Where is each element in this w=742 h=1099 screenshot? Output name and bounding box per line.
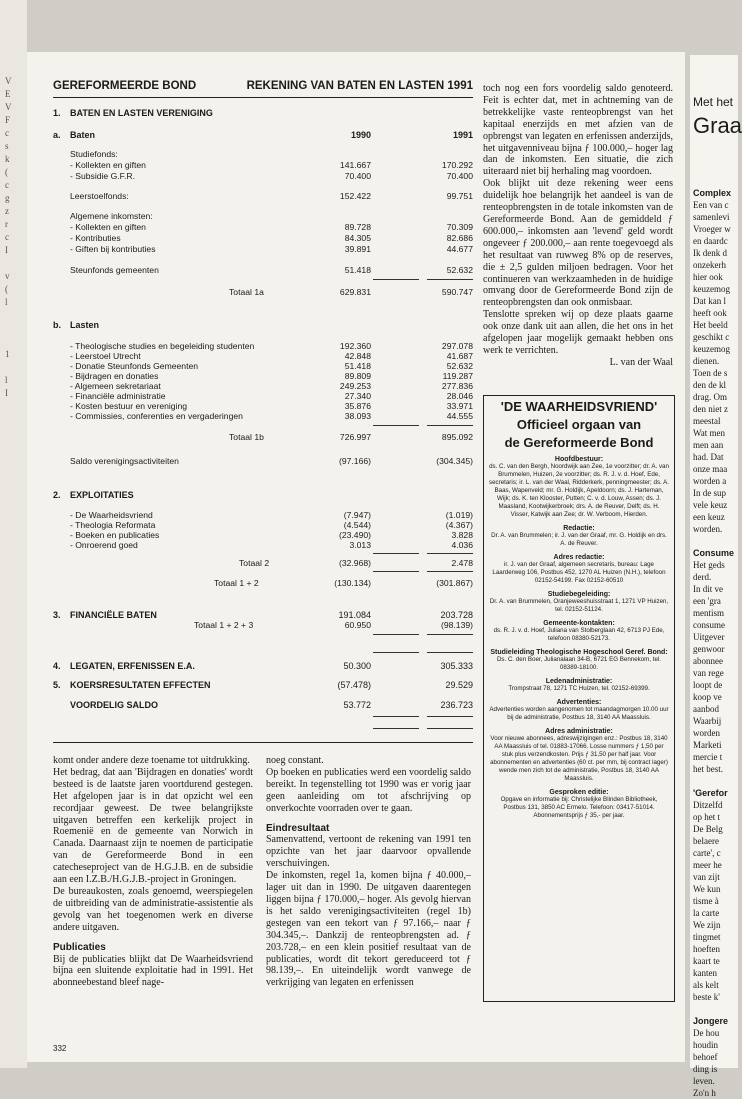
adjacent-page-line: geschikt c: [693, 332, 730, 342]
adjacent-page-line: We zijn: [693, 920, 721, 930]
adjacent-page-line: la carte: [693, 908, 720, 918]
table-row: [53, 191, 473, 202]
colophon-heading: Studiebegeleiding:: [547, 591, 611, 598]
subtotal-rule: [373, 716, 419, 717]
value-1991: 895.092: [441, 432, 473, 442]
margin-char: E: [5, 89, 11, 99]
adjacent-page-text: [693, 187, 734, 1099]
colophon-title: 'DE WAARHEIDSVRIEND': [500, 399, 658, 414]
table-row: [53, 222, 473, 233]
adjacent-page-line: loopt de: [693, 680, 723, 690]
margin-char: (: [5, 167, 8, 177]
adjacent-page-line: worden a: [693, 476, 727, 486]
adjacent-page-line: Complex: [693, 188, 732, 198]
colophon-heading: Hoofdbestuur:: [554, 456, 604, 463]
value-1991: 52.632: [446, 361, 473, 371]
adjacent-page-line: mercie t: [693, 752, 723, 762]
adjacent-page-line: Uitgever: [693, 632, 725, 642]
adjacent-page-line: derd.: [693, 572, 712, 582]
colophon-text: Trompstraat 78, 1271 TC Huizen, tel. 02152-69399.: [508, 685, 650, 692]
margin-char: s: [5, 141, 9, 151]
value-1990: (57.478): [337, 680, 371, 690]
total-row: [53, 558, 473, 569]
value-1990: (7.947): [343, 510, 371, 520]
row-label: - Financiële administratie: [70, 391, 166, 401]
article-column-1: [53, 755, 253, 989]
value-1991: 33.971: [446, 401, 473, 411]
table-row: [53, 411, 473, 422]
row-label: - Theologia Reformata: [70, 520, 156, 530]
value-1991: 590.747: [441, 287, 473, 297]
value-1991: (304.345): [436, 456, 473, 466]
adjacent-page-line: Waarbij: [693, 716, 722, 726]
section-number: 5.: [53, 680, 61, 690]
section-5-row: [53, 680, 473, 691]
value-1991: 28.046: [446, 391, 473, 401]
adjacent-page-line: [693, 1003, 734, 1015]
adjacent-page-line: In dit ve: [693, 584, 723, 594]
colophon-text: Advertenties worden aangenomen tot maandagmorgen 10.00 uur bij de administratie, Postbus 18, 3140 AA Maassluis.: [489, 706, 669, 721]
row-label: - Giften bij kontributies: [70, 244, 156, 254]
adjacent-page-line: leven.: [693, 1076, 715, 1086]
row-label: - Theologische studies en begeleiding studenten: [70, 341, 255, 351]
subtotal-rule: [427, 425, 473, 426]
adjacent-page-line: De hou: [693, 1028, 720, 1038]
value-1990: 249.253: [339, 381, 371, 391]
value-1990: (32.968): [338, 558, 371, 568]
total-row: [53, 620, 473, 631]
value-1991: (1.019): [445, 510, 473, 520]
baten-row: [53, 130, 473, 141]
subtotal-rule: [427, 728, 473, 729]
value-1991: 44.677: [446, 244, 473, 254]
section-4-row: [53, 661, 473, 672]
adjacent-page-line: houdin: [693, 1040, 719, 1050]
value-1990: 89.728: [344, 222, 371, 232]
margin-char: r: [5, 219, 8, 229]
article-column-2: [266, 755, 471, 989]
adjacent-page-line: en daardc: [693, 236, 728, 246]
adjacent-page-line: Vroeger w: [693, 224, 731, 234]
adjacent-page-line: men aan: [693, 440, 724, 450]
table-row: [53, 244, 473, 255]
margin-char: I: [5, 388, 8, 398]
adjacent-page-line: van rege: [693, 668, 724, 678]
value-1990: (97.166): [338, 456, 371, 466]
voordelig-saldo-row: [53, 700, 473, 711]
subtotal-rule: [373, 728, 419, 729]
margin-char: [5, 361, 21, 374]
value-1990: 42.848: [344, 351, 371, 361]
adjacent-page-line: Jongere: [693, 1016, 729, 1026]
value-1990: 35.876: [344, 401, 371, 411]
adjacent-page-line: dienen.: [693, 356, 720, 366]
section-title: Baten: [70, 130, 96, 140]
section-title: VOORDELIG SALDO: [70, 700, 159, 710]
row-label: Totaal 1 + 2: [214, 578, 259, 588]
row-label: - Kollekten en giften: [70, 222, 146, 232]
value-1991: 297.078: [441, 341, 473, 351]
value-1990: (23.490): [338, 530, 371, 540]
margin-char: V: [5, 102, 12, 112]
row-label: - Leerstoel Utrecht: [70, 351, 141, 361]
adjacent-page-line: keuzemog: [693, 344, 730, 354]
adjacent-page-line: aanbod: [693, 704, 719, 714]
adjacent-page-line: Ik denk d: [693, 248, 727, 258]
subtotal-rule: [373, 279, 419, 280]
value-1990: 60.950: [344, 620, 371, 630]
value-1991: 170.292: [441, 160, 473, 170]
row-label: Totaal 2: [239, 558, 270, 568]
value-1990: 726.997: [339, 432, 371, 442]
adjacent-page-line: We kun: [693, 884, 721, 894]
margin-char: [5, 309, 21, 322]
value-1990: (130.134): [334, 578, 371, 588]
margin-char: [5, 322, 21, 335]
margin-char: c: [5, 128, 9, 138]
value-1990: 53.772: [343, 700, 371, 710]
section-1-row: [53, 108, 473, 119]
value-1991: 29.529: [445, 680, 473, 690]
adjacent-page-line: [693, 535, 734, 547]
colophon-subtitle: Officieel orgaan van: [516, 417, 642, 432]
colophon-text: ds. C. van den Bergh, Noordwijk aan Zee, 1e voorzitter; dr. A. van Brummelen, Huizen, 2e voorzitter; ds. R. J. v. d. Hoef, Ede, secretaris; ir. L. van der Waal, Ridderkerk, penningmeester; ds. A. Baas, Wapenveld; mr. G. Holdijk, Apeldoorn; ds. J. Harteman, Wijk; ds. K. ten Klooster, Putten; C. v. d. Louw, Assen; ds. J. Maasland, Kootwijkerbroek; drs. A. de Reuver, Delft; ds. H. Visser, Katwijk aan Zee; dr. W. Verboom, Hierden.: [489, 463, 669, 518]
subtotal-rule: [373, 553, 419, 554]
value-1991: 277.836: [441, 381, 473, 391]
paragraph: noeg constant.: [266, 755, 324, 766]
table-row: [53, 265, 473, 276]
adjacent-page-line: op het t: [693, 812, 720, 822]
row-label: Totaal 1 + 2 + 3: [194, 620, 254, 630]
left-margin-text: [5, 75, 21, 400]
colophon-heading: Gemeente-kontakten:: [543, 620, 615, 627]
table-row: [53, 149, 473, 160]
row-label: - Kollekten en giften: [70, 160, 146, 170]
subtotal-rule: [373, 425, 419, 426]
margin-char: c: [5, 180, 9, 190]
section-2-row: [53, 490, 473, 501]
adjacent-page-line: Het beeld: [693, 320, 728, 330]
adjacent-page-line: Ditzelfd: [693, 800, 723, 810]
table-row: [53, 211, 473, 222]
colophon-text: ds. R. J. v. d. Hoef, Juliana van Stolberglaan 42, 6713 PJ Ede, telefoon 08380-52173.: [493, 627, 665, 642]
section-title: FINANCIËLE BATEN: [70, 610, 157, 620]
adjacent-page-line: den niet z: [693, 404, 728, 414]
colophon-text: Ds. C. den Boer, Julianalaan 34-B, 6721 EG Bennekom, tel. 08389-18100.: [496, 656, 662, 671]
subheading: Publicaties: [53, 941, 106, 953]
column-year-1990: 1990: [350, 130, 371, 140]
value-1990: 38.093: [344, 411, 371, 421]
table-row: [53, 233, 473, 244]
margin-char: I: [5, 245, 8, 255]
row-label: - De Waarheidsvriend: [70, 510, 153, 520]
adjacent-page-title: Met het: [693, 95, 734, 109]
colophon-heading: Redactie:: [563, 525, 595, 532]
margin-char: [5, 335, 21, 348]
adjacent-page-line: consume: [693, 620, 725, 630]
section-number: 3.: [53, 610, 61, 620]
colophon-subtitle: de Gereformeerde Bond: [504, 435, 654, 450]
section-title: LEGATEN, ERFENISSEN E.A.: [70, 661, 195, 671]
adjacent-page-line: genwoor: [693, 644, 725, 654]
colophon-heading: Gesproken editie:: [549, 789, 609, 796]
row-label: - Algemeen sekretariaat: [70, 381, 161, 391]
margin-char: z: [5, 206, 9, 216]
row-label: - Boeken en publicaties: [70, 530, 160, 540]
table-header-right: REKENING VAN BATEN EN LASTEN 1991: [246, 80, 473, 92]
adjacent-page-line: Toen de s: [693, 368, 728, 378]
adjacent-page-line: onzekerh: [693, 260, 726, 270]
margin-char: l: [5, 297, 8, 307]
section-number: a.: [53, 130, 61, 140]
adjacent-page-line: Consume: [693, 548, 735, 558]
adjacent-page: [690, 55, 742, 1098]
colophon-text: Dr. A. van Brummelen, Oranjeweeshuisstraat 1, 1271 VP Huizen, tel. 02152-51124.: [489, 598, 669, 613]
margin-char: F: [5, 115, 11, 125]
margin-char: k: [5, 154, 10, 164]
row-label: Totaal 1a: [229, 287, 264, 297]
row-label: Leerstoelfonds:: [70, 191, 129, 201]
row-label: - Onroerend goed: [70, 540, 138, 550]
adjacent-page-line: kanten: [693, 968, 717, 978]
section-title: EXPLOITATIES: [70, 490, 134, 500]
colophon-text: Voor nieuwe abonnees, adreswijzigingen enz.: Postbus 18, 3140 AA Maassluis of tel. 01883-17066. Losse nummers ƒ 1,50 per stuk plus verzendkosten. Prijs ƒ 31,50 per half jaar. Voor abonnementen en advertenties (60 ct. per mm, bij contract lager) wende men zich tot de administratie, Postbus 18, 3140 AA Maassluis.: [490, 735, 668, 782]
adjacent-page-headline: Graa: [693, 113, 742, 138]
margin-char: [5, 257, 21, 270]
adjacent-page-line: ding is: [693, 1064, 718, 1074]
colophon-text: Dr. A. van Brummelen; ir. J. van der Graaf, mr. G. Holdijk en drs. A. de Reuver.: [491, 532, 667, 547]
value-1991: 44.555: [446, 411, 473, 421]
section-title: Lasten: [70, 320, 100, 330]
value-1991: 236.723: [440, 700, 473, 710]
margin-char: 1: [5, 349, 10, 359]
colophon-heading: Adres administratie:: [545, 728, 613, 735]
signature: L. van der Waal: [609, 356, 673, 368]
paragraph: De bureaukosten, zoals genoemd, weerspiegelen de uitbreiding van de administratie-assistentie als gevolg van het toegenomen werk en diverse andere uitgaven.: [53, 885, 253, 933]
value-1990: 51.418: [344, 361, 371, 371]
margin-char: g: [5, 193, 10, 203]
article-right-column: [483, 83, 673, 369]
margin-char: V: [5, 76, 12, 86]
lasten-row: [53, 320, 473, 331]
adjacent-page-line: worden.: [693, 524, 723, 534]
value-1991: 70.400: [446, 171, 473, 181]
colophon-heading: Ledenadministratie:: [545, 678, 613, 685]
subtotal-rule: [427, 553, 473, 554]
value-1990: 629.831: [339, 287, 371, 297]
adjacent-page-line: meestal: [693, 416, 721, 426]
subtotal-rule: [373, 652, 419, 653]
value-1991: (98.139): [440, 620, 473, 630]
value-1991: 70.309: [446, 222, 473, 232]
adjacent-page-line: van zijt: [693, 872, 720, 882]
adjacent-page-line: als kelt: [693, 980, 719, 990]
total-row: [53, 432, 473, 443]
value-1991: 82.686: [446, 233, 473, 243]
section-number: 1.: [53, 108, 61, 118]
table-row: [53, 456, 473, 467]
adjacent-page-line: mentism: [693, 608, 724, 618]
paragraph: toch nog een fors voordelig saldo genoteerd. Feit is echter dat, met in achtneming van de betrekkelijke vaste renteopbrengst van het kapitaal enerzijds en met afzien van de opbrengst van legaten en erfenissen anderzijds, het uitgavenniveau bijna ƒ 100.000,– hoger lag dan de inkomsten. Een situatie, die zich uiteraard niet bij herhaling mag voordoen.: [483, 83, 673, 178]
adjacent-page-line: belaere: [693, 836, 719, 846]
value-1991: 3.828: [451, 530, 473, 540]
adjacent-page-line: samenlevi: [693, 212, 730, 222]
adjacent-page-line: heeft ook: [693, 308, 727, 318]
total-row: [53, 287, 473, 298]
paragraph: Bij de publicaties blijkt dat De Waarheidsvriend bijna een sluitende exploitatie had in 1991. Het abonneebestand bleef nage-: [53, 953, 253, 989]
adjacent-page-line: meer he: [693, 860, 722, 870]
row-label: - Subsidie G.F.R.: [70, 171, 135, 181]
adjacent-page-line: hoeften: [693, 944, 720, 954]
section-number: 2.: [53, 490, 61, 500]
subtotal-rule: [373, 571, 419, 572]
value-1991: 41.687: [446, 351, 473, 361]
paragraph: komt onder andere deze toename tot uitdrukking.: [53, 755, 250, 766]
paragraph: Op boeken en publicaties werd een voordelig saldo bereikt. In tegenstelling tot 1990 was er vorig jaar geen aanleiding om tot afschrijving op onverkochte voorraden over te gaan.: [266, 766, 471, 814]
adjacent-page-line: onze maa: [693, 464, 728, 474]
adjacent-page-line: Dat kan l: [693, 296, 726, 306]
page-number: 332: [53, 1044, 67, 1053]
value-1990: 152.422: [339, 191, 371, 201]
adjacent-page-line: 'Gerefor: [693, 788, 728, 798]
margin-char: v: [5, 271, 10, 281]
value-1990: 39.891: [344, 244, 371, 254]
row-label: - Commissies, conferenties en vergaderingen: [70, 411, 243, 421]
adjacent-page-line: Zo'n h: [693, 1088, 716, 1098]
value-1990: 27.340: [344, 391, 371, 401]
section-title: BATEN EN LASTEN VERENIGING: [70, 108, 213, 118]
colophon-text: ir. J. van der Graaf, algemeen secretaris, bureau: Lage Laarderweg 106, Postbus 452, 1270 AL Huizen (N.H.), telefoon 02152-54199. Fax 02152-60510: [492, 561, 666, 584]
adjacent-page-line: In de sup: [693, 488, 726, 498]
value-1990: 89.809: [344, 371, 371, 381]
adjacent-page-line: den de kl: [693, 380, 726, 390]
row-label: - Kontributies: [70, 233, 121, 243]
value-1991: 99.751: [446, 191, 473, 201]
adjacent-page-line: carte', c: [693, 848, 721, 858]
section-number: 4.: [53, 661, 61, 671]
adjacent-page-line: kaart te: [693, 956, 720, 966]
table-row: [53, 171, 473, 182]
row-label: Algemene inkomsten:: [70, 211, 153, 221]
section-title: KOERSRESULTATEN EFFECTEN: [70, 680, 211, 690]
row-label: Totaal 1b: [229, 432, 264, 442]
colophon-text: Opgave en informatie bij: Christelijke Blinden Bibliotheek, Postbus 131, 3850 AC Ermelo. Telefoon: 03417-51014. Abonnementsprijs ƒ 35,- per jaar.: [500, 796, 658, 819]
adjacent-page-line: koop ve: [693, 692, 722, 702]
adjacent-page-line: het best.: [693, 764, 723, 774]
value-1990: 51.418: [344, 265, 371, 275]
adjacent-page-line: behoef: [693, 1052, 718, 1062]
row-label: - Donatie Steunfonds Gemeenten: [70, 361, 199, 371]
value-1990: 141.667: [339, 160, 371, 170]
table-bottom-rule: [53, 742, 473, 743]
value-1990: (4.544): [343, 520, 371, 530]
adjacent-page-line: tingmet: [693, 932, 721, 942]
adjacent-page-line: abonnee: [693, 656, 723, 666]
row-label: - Kosten bestuur en vereniging: [70, 401, 188, 411]
value-1990: 3.013: [349, 540, 371, 550]
section-number: b.: [53, 320, 61, 330]
value-1991: 119.287: [442, 371, 473, 381]
table-row: [53, 160, 473, 171]
value-1991: 52.632: [446, 265, 473, 275]
value-1990: 70.400: [344, 171, 371, 181]
adjacent-page-line: tisme à: [693, 896, 719, 906]
adjacent-page-line: een 'gra: [693, 596, 721, 606]
adjacent-page-line: Marketi: [693, 740, 722, 750]
value-1990: 84.305: [344, 233, 371, 243]
table-row: [53, 540, 473, 551]
adjacent-page-line: had. Dat: [693, 452, 724, 462]
column-year-1991: 1991: [452, 130, 473, 140]
row-label: Saldo verenigingsactiviteiten: [70, 456, 179, 466]
paragraph: De inkomsten, regel 1a, komen bijna ƒ 40.000,– lager uit dan in 1990. De uitgaven daarentegen liggen bijna ƒ 170.000,– hoger. Als gevolg hiervan is het saldo verenigingsactiviteiten (regel 1b) gestegen van een tekort van ƒ 97.166,– naar ƒ 304.345,–. Dankzij de renteopbrengsten ad. ƒ 203.728,– en een klein positief resultaat van de publicaties, wordt dit tekort gereduceerd tot ƒ 98.139,–. En uiteindelijk wordt vanwege de verkrijging van legaten en erfenissen: [266, 870, 471, 989]
adjacent-page-line: Een van c: [693, 200, 729, 210]
margin-char: c: [5, 232, 9, 242]
total-row: [53, 578, 473, 589]
adjacent-page-line: een keuz: [693, 512, 725, 522]
paragraph: Ook blijkt uit deze rekening weer eens duidelijk hoe belangrijk het aandeel is van de renteopbrengsten in de totale inkomsten van de Gereformeerde Bond. Aan de gemiddeld ƒ 600.000,– inkomsten aan 'levend' geld wordt ongeveer ƒ 200.000,– aan rente toegevoegd als het resultaat van ruwweg 8% op de reserves, die ± 2,5 gulden miljoen bedragen. Voor het continueren van werkzaamheden in de huidige omvang door de Gereformeerde Bond zijn de renteopbrengsten dan ook onmisbaar.: [483, 178, 673, 309]
margin-char: l: [5, 375, 8, 385]
adjacent-page-line: drag. Om: [693, 392, 727, 402]
value-1991: (301.867): [436, 578, 473, 588]
adjacent-page-line: vele keuz: [693, 500, 728, 510]
adjacent-page-line: worden: [693, 728, 720, 738]
paragraph: Tenslotte spreken wij op deze plaats gaarne ook onze dank uit aan allen, die het ons in het afgelopen jaar mogelijk gemaakt hebben ons werk te verrichten.: [483, 309, 673, 356]
colophon-heading: Advertenties:: [556, 699, 602, 706]
value-1991: 203.728: [440, 610, 473, 620]
value-1991: 4.036: [451, 540, 473, 550]
subtotal-rule: [427, 652, 473, 653]
value-1990: 191.084: [338, 610, 371, 620]
row-label: - Bijdragen en donaties: [70, 371, 159, 381]
adjacent-page-line: hier ook: [693, 272, 723, 282]
paragraph: Samenvattend, vertoont de rekening van 1991 ten opzichte van het jaar daarvoor opvallende verschuivingen.: [266, 834, 471, 870]
value-1991: 2.478: [451, 558, 473, 568]
adjacent-page-line: beste k': [693, 992, 720, 1002]
colophon-heading: Studieleiding Theologische Hogeschool Geref. Bond:: [490, 649, 668, 656]
adjacent-page-line: Wat men: [693, 428, 726, 438]
subtotal-rule: [427, 716, 473, 717]
adjacent-page-line: Het geds: [693, 560, 725, 570]
subheading: Eindresultaat: [266, 822, 330, 834]
subtotal-rule: [427, 279, 473, 280]
value-1990: 192.360: [339, 341, 371, 351]
margin-char: (: [5, 284, 8, 294]
table-header-left: GEREFORMEERDE BOND: [53, 80, 197, 92]
adjacent-page-line: De Belg: [693, 824, 723, 834]
colophon-box: [483, 395, 675, 1002]
subtotal-rule: [427, 634, 473, 635]
row-label: Steunfonds gemeenten: [70, 265, 159, 275]
adjacent-page-line: [693, 775, 734, 787]
colophon-heading: Adres redactie:: [553, 554, 605, 561]
value-1991: (4.367): [445, 520, 473, 530]
adjacent-page-line: keuzemog: [693, 284, 730, 294]
value-1990: 50.300: [343, 661, 371, 671]
subtotal-rule: [427, 571, 473, 572]
value-1991: 305.333: [440, 661, 473, 671]
row-label: Studiefonds:: [70, 149, 118, 159]
header-rule: [53, 97, 473, 98]
subtotal-rule: [373, 634, 419, 635]
paragraph: Het bedrag, dat aan 'Bijdragen en donaties' wordt besteed is de laatste jaren voortdurend gestegen. Het afgelopen jaar is in dat opzicht wel een recordjaar geweest. De twee belangrijkste uitgaven betreffen een kerkelijk project in Roemenië en de gemeente van Norwich in Canada. Daarnaast zijn te noemen de participatie van de Gereformeerde Bond in een catecheseproject van de H.G.J.B. en de subsidie aan een I.Z.B./H.G.J.B.-project in Groningen.: [53, 766, 253, 886]
